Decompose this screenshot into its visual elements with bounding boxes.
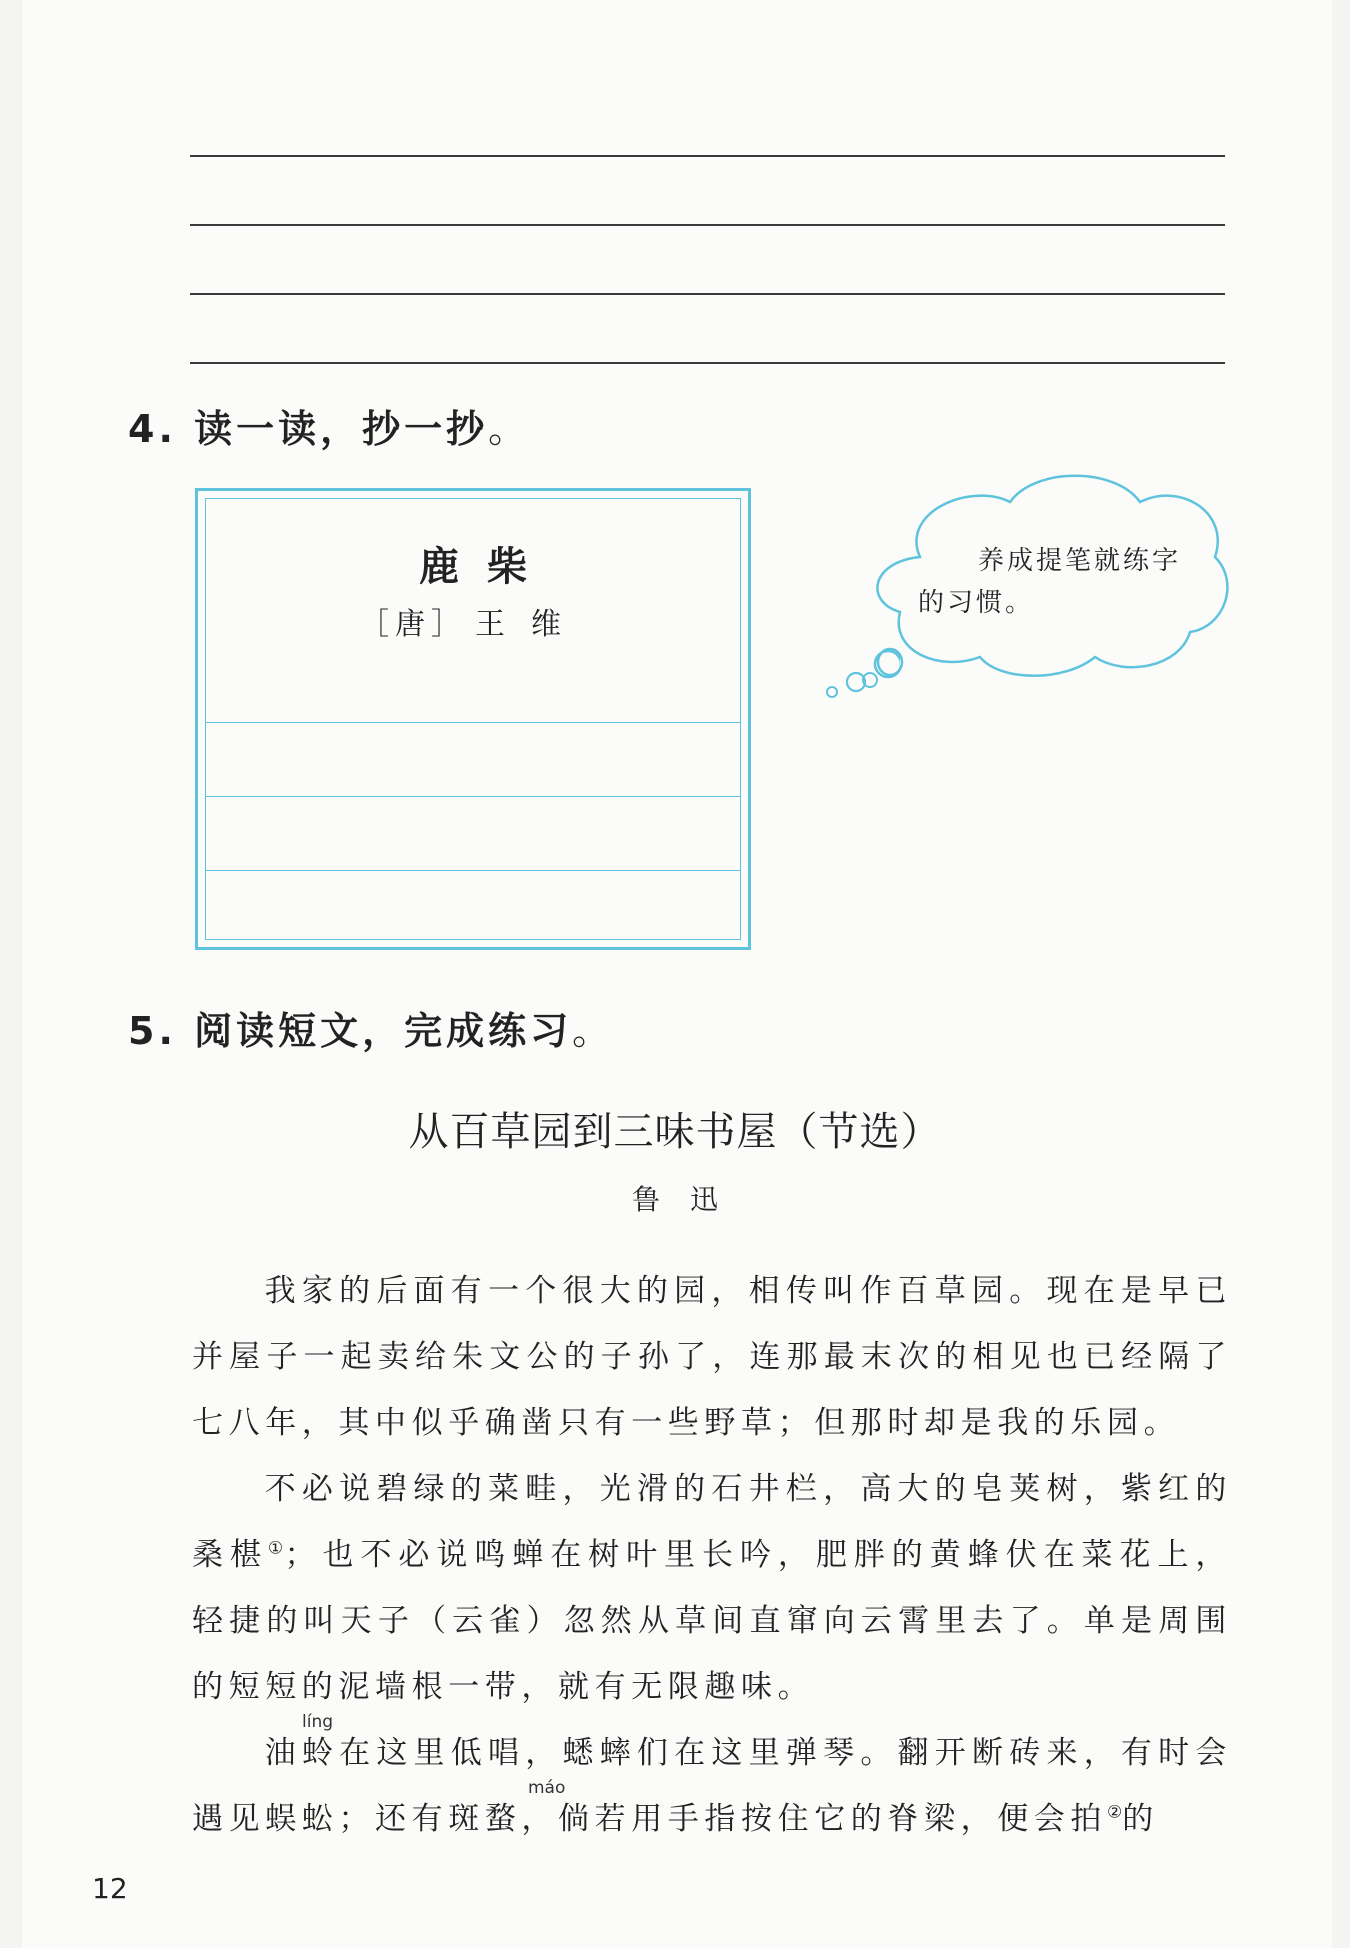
article-paragraph-1: 我家的后面有一个很大的园，相传叫作百草园。现在是早已并屋子一起卖给朱文公的子孙了，连那最末次的相见也已经隔了七八年，其中似乎确凿只有一些野草；但那时却是我的乐园。: [192, 1273, 1232, 1441]
page-number: 12: [92, 1872, 128, 1905]
tip-line-2: 的习惯。: [918, 588, 1035, 618]
poem-title: 鹿柴: [419, 543, 555, 590]
poem-box-inner: [205, 498, 741, 940]
poem-author: 王维: [475, 607, 587, 642]
question-instruction: 阅读短文，完成练习: [194, 1009, 573, 1053]
poem-dynasty: ［唐］: [359, 607, 467, 642]
copy-line[interactable]: [206, 722, 740, 723]
article-paragraph-2: 不必说碧绿的菜畦，光滑的石井栏，高大的皂荚树，紫红的桑椹①；也不必说鸣蝉在树叶里长吟，肥胖的黄蜂伏在菜花上，轻捷的叫天子（云雀）忽然从草间直窜向云霄里去了。单是周围的短短的泥墙根一带，就有无限趣味。: [192, 1471, 1233, 1705]
copy-line[interactable]: [206, 870, 740, 871]
writing-line[interactable]: [190, 224, 1225, 226]
poem-author-line: [206, 599, 740, 643]
article-author: 鲁迅: [631, 1183, 748, 1216]
tip-text: [918, 540, 1208, 624]
tip-line-1: 养成提笔就练字: [978, 546, 1182, 576]
question-instruction: 读一读，抄一抄: [194, 407, 489, 451]
footnote-marker[interactable]: ①: [267, 1538, 285, 1559]
question-5-heading: 5. 阅读短文，完成练习。: [128, 1009, 615, 1053]
question-number: 5.: [128, 1009, 177, 1053]
article-title: 从百草园到三味书屋（节选）: [408, 1109, 942, 1155]
article-paragraph-3: 油蛉在这里低唱，蟋蟀们在这里弹琴。翻开断砖来，有时会遇见蜈蚣；还有斑蝥，倘若用手指按住它的脊梁，便会拍②的: [192, 1735, 1232, 1837]
pinyin-annotation: líng: [302, 1712, 334, 1732]
poem-copy-box: [195, 488, 751, 950]
footnote-marker[interactable]: ②: [1107, 1802, 1123, 1823]
question-4-heading: 4. 读一读，抄一抄。: [128, 407, 531, 451]
pinyin-annotation: máo: [528, 1778, 566, 1798]
question-number: 4.: [128, 407, 177, 451]
writing-line[interactable]: [190, 362, 1225, 364]
writing-line[interactable]: [190, 293, 1225, 295]
copy-line[interactable]: [206, 796, 740, 797]
thought-bubble-icon: [820, 640, 900, 710]
writing-line[interactable]: [190, 155, 1225, 157]
